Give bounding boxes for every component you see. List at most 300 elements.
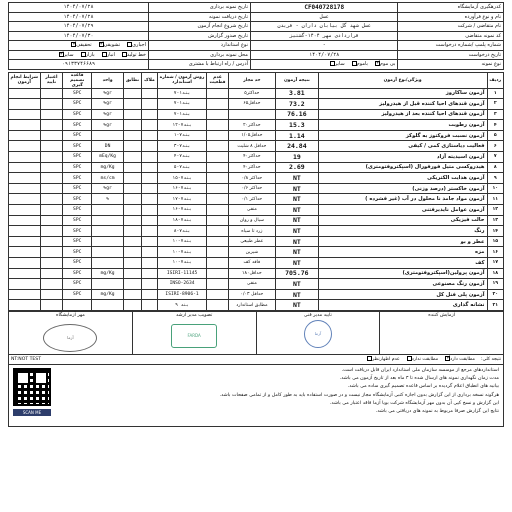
test-decision-rule: SPC [63,194,92,205]
test-decision-rule: SPC [63,183,92,194]
test-conditions [9,109,41,120]
test-result: NT [275,183,318,194]
row-number: ۱۳ [487,215,504,226]
test-accreditation [40,194,63,205]
test-row [9,205,504,216]
test-result: 705.76 [275,268,318,279]
request-date-label: تاریخ درخواست [398,50,504,60]
test-conditions [9,279,41,290]
opt-other-type[interactable]: سایر [329,61,345,67]
test-result: NT [275,173,318,184]
test-unit [92,258,124,269]
row-number: ۲ [487,99,504,110]
test-conditions [9,226,41,237]
test-result: NT [275,205,318,216]
test-limit: مطابق استاندارد [228,300,275,311]
test-criteria [142,247,158,258]
test-unit: DN [92,141,124,152]
test-unit [92,215,124,226]
test-uncertainty [207,99,228,110]
signature-technical-manager: تایید مدیر فنی آزما [256,312,380,354]
test-row [9,215,504,226]
test-conformity [123,162,141,173]
notes-list [59,367,499,416]
test-criteria [142,130,158,141]
test-uncertainty [207,194,228,205]
test-limit: حداکثر۴۰ [228,162,275,173]
test-criteria [142,141,158,152]
test-result: NT [275,247,318,258]
test-decision-rule: SPC [63,88,92,99]
header-info-table [8,2,504,70]
request-date-value: ۱۴۰۴/۰۷/۲۸ [250,50,397,60]
test-result: 1.14 [275,130,318,141]
row-number: ۱۵ [487,236,504,247]
test-limit: حداکثر۲۰ [228,120,275,131]
test-decision-rule: SPC [63,152,92,163]
col-criteria: ملاک [142,72,158,88]
test-limit: حداقل ۰/۰۳ [228,289,275,300]
test-uncertainty [207,236,228,247]
test-conformity [123,109,141,120]
test-name: آزمون هدایت الکتریکی [318,173,487,184]
row-number: ۱۲ [487,205,504,216]
test-accreditation [40,300,63,311]
col-method: روش آزمون / شماره استاندارد [157,72,207,88]
sample-type-options [250,60,397,70]
row-number: ۱۸ [487,268,504,279]
test-name: مزه [318,247,487,258]
test-conditions [9,258,41,269]
test-accreditation [40,226,63,237]
test-uncertainty [207,215,228,226]
test-decision-rule: SPC [63,109,92,120]
row-number: ۸ [487,162,504,173]
test-accreditation [40,88,63,99]
test-limit: حداقل۱۸۰ [228,268,275,279]
opt-encouraging[interactable]: تشویقی✓ [98,42,121,48]
test-uncertainty [207,268,228,279]
test-name: هیدروکسی متیل فورفورال (اسپکتروفتومتری) [318,162,487,173]
sample-type-label: نوع نمونه [398,60,504,70]
test-accreditation [40,289,63,300]
row-number: ۱۶ [487,247,504,258]
test-conformity [123,226,141,237]
test-unit [92,226,124,237]
test-limit: منفی [228,205,275,216]
test-conditions [9,215,41,226]
report-date-value: ۱۴۰۴/۰۷/۳۰ [9,31,149,41]
test-name: آزمون پلی فنل کل [318,289,487,300]
test-criteria [142,300,158,311]
test-row [9,258,504,269]
test-row [9,268,504,279]
test-conditions [9,88,41,99]
test-accreditation [40,215,63,226]
note-item: این گزارش و نسخ کپی آن بدون مهر آزمایشگاه شرکت بویا آزما فاقد اعتبار می باشد. [329,400,499,406]
test-result: NT [275,258,318,269]
test-uncertainty [207,247,228,258]
row-number: ۷ [487,152,504,163]
test-method: بند۷-۱۰ [157,236,207,247]
test-accreditation [40,99,63,110]
report-date-label: تاریخ صدور گزارش [148,31,250,41]
test-result: 73.2 [275,99,318,110]
test-decision-rule [63,300,92,311]
test-decision-rule: SPC [63,226,92,237]
lab-code-label: کدرهگیری آزمایشگاه [398,3,504,13]
row-number: ۱۴ [487,226,504,237]
test-conformity [123,99,141,110]
test-decision-rule: SPC [63,258,92,269]
test-limit: شیرین [228,247,275,258]
note-item: بیانیه های انطباق اعلام گردیده بر اساس قاعده تصمیم گیری ساده می باشد. [347,384,499,390]
test-decision-rule: SPC [63,247,92,258]
test-accreditation [40,236,63,247]
test-method: بند۷-۵ [157,162,207,173]
test-conformity [123,215,141,226]
product-value: عسل [250,12,397,22]
receive-date-value: ۱۴۰۴/۰۷/۲۸ [9,12,149,22]
test-row [9,300,504,311]
col-decision-rule: قاعده تصمیم گیری [63,72,92,88]
test-name: نشانه گذاری [318,300,487,311]
test-accreditation [40,205,63,216]
test-unit: gr% [92,120,124,131]
test-conformity [123,279,141,290]
test-uncertainty [207,173,228,184]
test-conditions [9,194,41,205]
test-method: بند۱-۷ [157,88,207,99]
test-result: 2.69 [275,162,318,173]
test-row [9,99,504,110]
test-conformity [123,268,141,279]
test-row [9,194,504,205]
test-criteria [142,152,158,163]
test-conditions [9,173,41,184]
row-number: ۱۱ [487,194,504,205]
test-name: آزمون رطوبت [318,120,487,131]
test-criteria [142,194,158,205]
test-uncertainty [207,205,228,216]
test-conformity [123,194,141,205]
company-label: نام متقاضی / شرکت [398,22,504,32]
test-accreditation [40,162,63,173]
lab-code-value: CF040728178 [250,3,397,13]
lab-stamp: آزما [43,324,97,352]
test-result: NT [275,215,318,226]
opt-research[interactable]: تحقیقی✓ [70,42,91,48]
standard-type-options [9,41,149,51]
test-unit: gr% [92,109,124,120]
test-decision-rule: SPC [63,120,92,131]
col-row: ردیف [487,72,504,88]
test-name: آزمون پرولین(اسپکتروفتومتری) [318,268,487,279]
test-limit: حداکثر ۰/۶ [228,183,275,194]
test-method: بند۷-۱۲ [157,120,207,131]
applicant-code-value: قراردادی مهر ۱۴۰۴-گشتیز [250,31,397,41]
test-accreditation [40,109,63,120]
test-conditions [9,183,41,194]
test-unit: mg/Kg [92,268,124,279]
test-criteria [142,258,158,269]
test-unit: gr% [92,99,124,110]
test-conformity [123,289,141,300]
note-item: استانداردهای مرجع از موسسه سازمان ملی استاندارد ایران قابل دریافت است. [341,367,499,373]
applicant-code-label: کد نمونه متقاضی [398,31,504,41]
test-result: 19 [275,152,318,163]
test-decision-rule: SPC [63,279,92,290]
company-value: عسل شهد گل بیابان داران - فریدن [250,22,397,32]
test-criteria [142,205,158,216]
test-decision-rule: SPC [63,162,92,173]
col-accreditation: اعتبار تایید [40,72,63,88]
test-uncertainty [207,120,228,131]
test-criteria [142,88,158,99]
test-criteria [142,279,158,290]
row-number: ۱ [487,88,504,99]
row-number: ۶ [487,141,504,152]
opt-conforms[interactable]: مطابقت دارد✓ [444,356,475,362]
test-name: کف [318,258,487,269]
test-result: NT [275,289,318,300]
test-unit [92,247,124,258]
test-row [9,141,504,152]
test-method: بند۷-۱۸ [157,215,207,226]
test-name: آزمون خاکستر (درصد وزنی) [318,183,487,194]
test-limit [228,109,275,120]
test-method: بند۷-۱۶ [157,183,207,194]
opt-no-opinion[interactable]: عدم اظهارنظر [366,356,400,362]
tests-table [8,72,504,311]
test-uncertainty [207,300,228,311]
opt-no-wax[interactable]: بی موم✓ [374,61,396,67]
test-uncertainty [207,130,228,141]
test-conformity [123,300,141,311]
test-conformity [123,120,141,131]
test-limit: سیال و روان [228,215,275,226]
test-result: NT [275,226,318,237]
opt-mandatory[interactable]: اجباری [126,42,146,48]
test-result: 3.81 [275,88,318,99]
test-method: بند۱-۷ [157,99,207,110]
test-decision-rule: SPC [63,173,92,184]
test-row [9,289,504,300]
row-number: ۱۹ [487,279,504,290]
result-row [8,355,504,365]
test-accreditation [40,247,63,258]
test-result: 15.3 [275,120,318,131]
test-name: آزمون رنگ مصنوعی [318,279,487,290]
test-conditions [9,152,41,163]
test-name: آزمون قندهای احیا کننده بعد از هیدرولیز [318,109,487,120]
row-number: ۵ [487,130,504,141]
test-criteria [142,162,158,173]
test-limit: منفی [228,279,275,290]
test-start-value: ۱۴۰۴/۰۷/۲۹ [9,22,149,32]
test-method: بند۱-۷ [157,109,207,120]
test-row [9,247,504,258]
col-test: ویژگی/نوع آزمون [318,72,487,88]
technical-manager-stamp: آزما [304,320,332,348]
test-limit: حداکثر ۰/۱ [228,194,275,205]
col-limit: حد مجاز [228,72,275,88]
receive-date-label: تاریخ دریافت نمونه [148,12,250,22]
test-row [9,279,504,290]
test-accreditation [40,120,63,131]
test-conditions [9,141,41,152]
test-conditions [9,289,41,300]
test-result: NT [275,194,318,205]
test-result: NT [275,236,318,247]
signature-director: تصویب مدیر ارشد FARDA [132,312,256,354]
test-unit [92,205,124,216]
test-row [9,162,504,173]
test-name: فعالیت دیاستازی کمی / کیفی [318,141,487,152]
test-unit: mg/Kg [92,162,124,173]
test-conditions [9,99,41,110]
test-criteria [142,236,158,247]
row-number: ۱۰ [487,183,504,194]
opt-production-line[interactable]: خط تولید [121,52,146,58]
test-unit [92,279,124,290]
col-uncertainty: عدم قطعیت [207,72,228,88]
opt-warehouse[interactable]: انبار [101,52,115,58]
col-conditions: شرایط انجام آزمون [9,72,41,88]
test-decision-rule: SPC [63,130,92,141]
test-row [9,120,504,131]
row-number: ۹ [487,173,504,184]
test-accreditation [40,183,63,194]
test-limit: حداقل۶۵ [228,99,275,110]
test-conditions [9,120,41,131]
test-row [9,88,504,99]
test-criteria [142,226,158,237]
opt-other-place[interactable]: سایر✓ [58,52,74,58]
test-decision-rule: SPC [63,205,92,216]
director-stamp: FARDA [171,324,217,348]
test-accreditation [40,279,63,290]
row-number: ۳ [487,109,504,120]
sampling-place-options [9,50,149,60]
test-unit: gr% [92,88,124,99]
sampling-place-label: محل نمونه برداری [148,50,250,60]
test-conformity [123,183,141,194]
test-uncertainty [207,141,228,152]
test-conditions [9,162,41,173]
opt-with-wax[interactable]: باموم [351,61,368,67]
test-method: بند۷-۱۰ [157,258,207,269]
test-method: INSO-2634 [157,279,207,290]
test-name: حالت فیزیکی [318,215,487,226]
test-row [9,226,504,237]
test-row [9,130,504,141]
test-result: NT [275,279,318,290]
test-unit [92,130,124,141]
test-uncertainty [207,289,228,300]
test-uncertainty [207,109,228,120]
row-number: ۱۷ [487,258,504,269]
note-item: مدت زمان نگهداری نمونه های ارسال شده تا ۳ ماه بعد از تاریخ آزمون می باشد. [339,376,499,382]
test-criteria [142,173,158,184]
standard-type-label: نوع استاندارد [148,41,250,51]
opt-market[interactable]: بازار [80,52,95,58]
address-label: آدرس / راه ارتباط با مشتری [148,60,250,70]
test-conformity [123,130,141,141]
test-criteria [142,99,158,110]
test-uncertainty [207,162,228,173]
test-conformity [123,88,141,99]
qr-code-icon[interactable] [13,368,51,406]
test-conformity [123,141,141,152]
not-tested-legend: NT:NOT TEST [11,356,42,362]
notes-block [8,365,504,427]
col-result: نتیجه آزمون [275,72,318,88]
test-conformity [123,236,141,247]
test-limit: حداکثر۴۰ [228,152,275,163]
test-decision-rule: SPC [63,141,92,152]
test-result: 76.16 [275,109,318,120]
test-row [9,173,504,184]
test-method: بند۷-۱ [157,130,207,141]
col-conformity: تطابق [123,72,141,88]
test-row [9,183,504,194]
test-limit: فاقد کف [228,258,275,269]
sampling-date-value: ۱۴۰۴/۰۷/۲۸ [9,3,149,13]
test-criteria [142,120,158,131]
test-decision-rule: SPC [63,99,92,110]
test-accreditation [40,258,63,269]
test-unit: mg/Kg [92,289,124,300]
test-conditions [9,205,41,216]
test-criteria [142,183,158,194]
row-number: ۴ [487,120,504,131]
test-method: بند ۹ [157,300,207,311]
test-criteria [142,109,158,120]
test-uncertainty [207,258,228,269]
test-name: آزمون اسیدیته آزاد [318,152,487,163]
test-row [9,152,504,163]
test-method: بند۷-۱۷ [157,194,207,205]
opt-not-conforms[interactable]: مطابقت ندارد [406,356,438,362]
test-method: بند۷-۸ [157,226,207,237]
test-limit: حداکثر ۰/۸ [228,173,275,184]
test-method: بند۷-۱۶ [157,205,207,216]
test-uncertainty [207,183,228,194]
row-number: ۲۰ [487,289,504,300]
test-unit: ms/cm [92,173,124,184]
test-method: ISIRI-11145 [157,268,207,279]
col-unit: واحد [92,72,124,88]
test-limit: عطر طبیعی [228,236,275,247]
test-limit: حداقل ۸ شلیت [228,141,275,152]
test-conformity [123,205,141,216]
test-name: آزمون قندهای احیا کننده قبل از هیدرولیز [318,99,487,110]
test-limit: حداقل۱/۰۵ [228,130,275,141]
test-name: عطر و بو [318,236,487,247]
test-uncertainty [207,152,228,163]
test-conformity [123,258,141,269]
phone-value: ۰۹۱۳۳۷۴۶۶۸۹ [9,60,149,70]
signature-tester: آزمایش کننده [379,312,503,354]
test-conditions [9,236,41,247]
test-unit: mEq/Kg [92,152,124,163]
test-conformity [123,173,141,184]
test-accreditation [40,268,63,279]
row-number: ۲۱ [487,300,504,311]
overall-result [366,356,501,362]
test-uncertainty [207,279,228,290]
